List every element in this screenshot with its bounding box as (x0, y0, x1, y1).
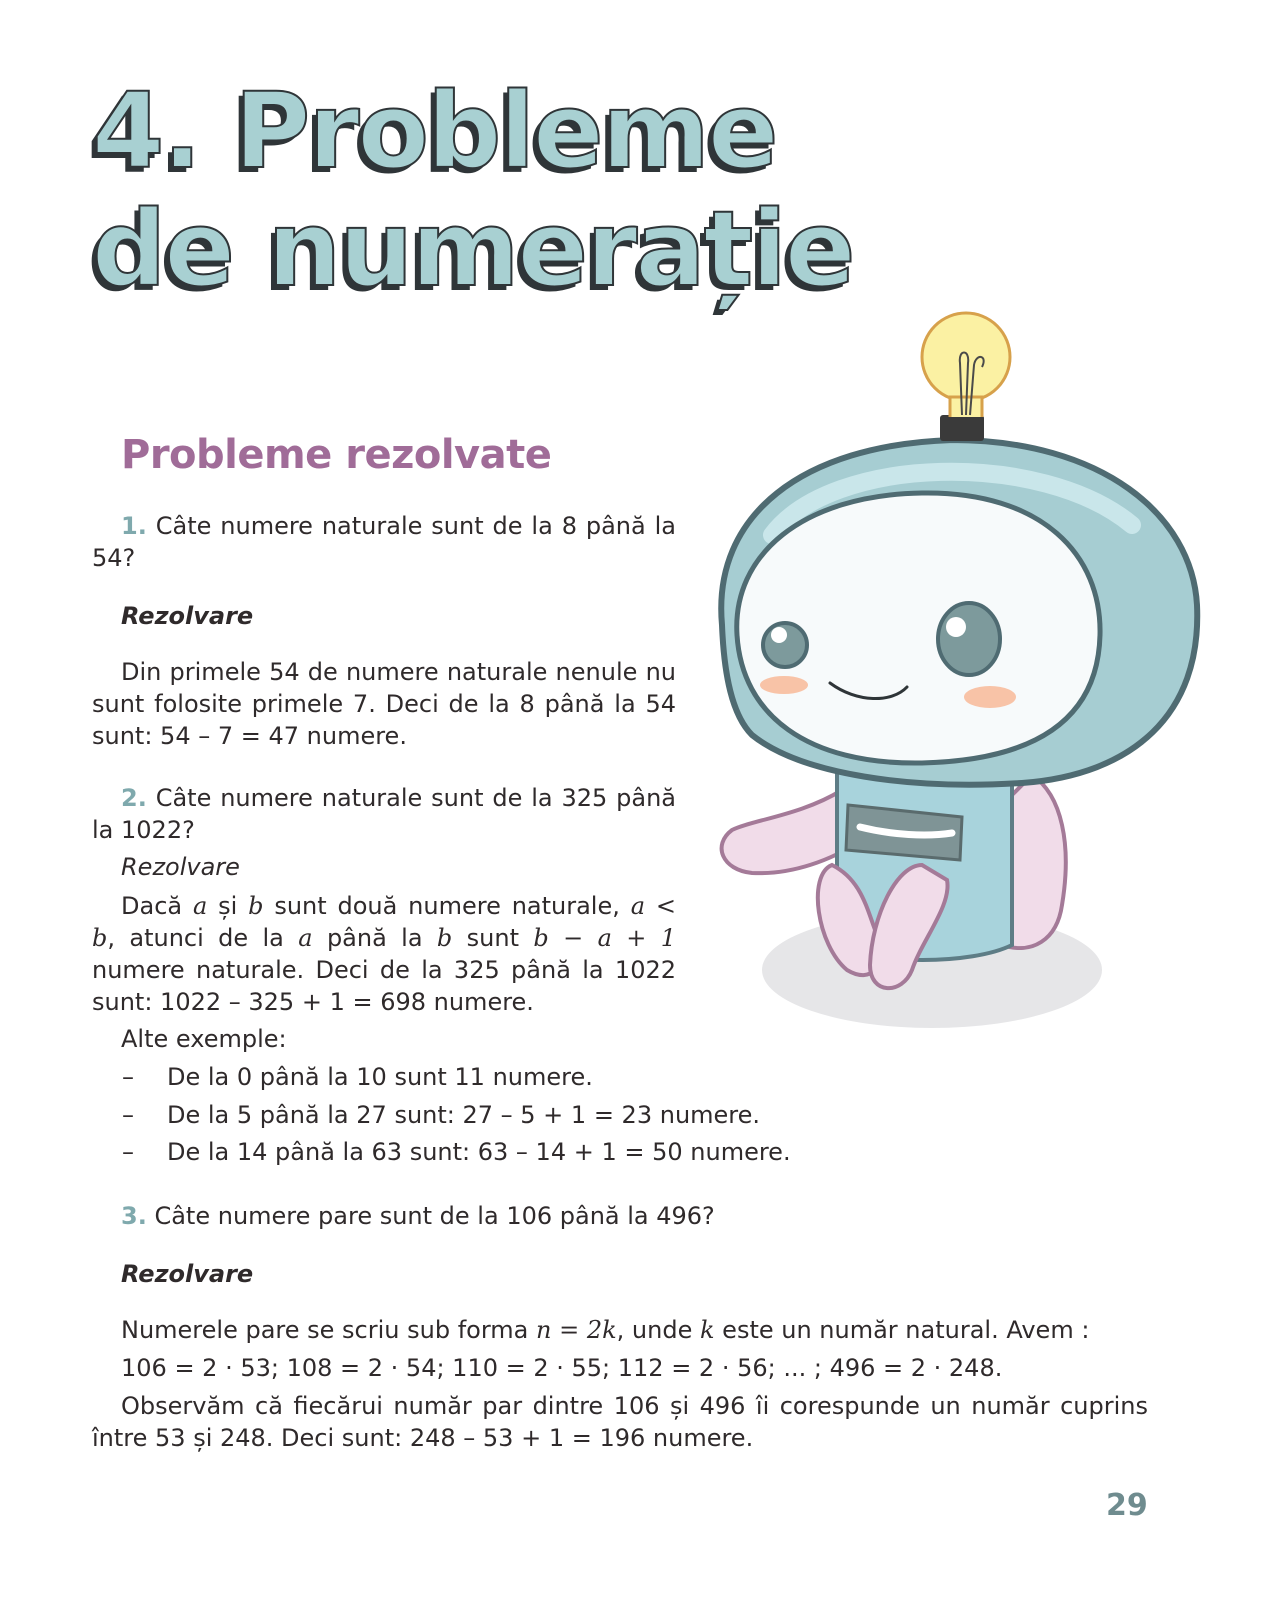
example-item: De la 0 până la 10 sunt 11 numere. (167, 1063, 593, 1091)
robot-mascot-illustration (712, 305, 1212, 1045)
bullet-dash: – (122, 1063, 134, 1091)
lightbulb-icon (922, 313, 1010, 401)
var-b: b (248, 892, 264, 920)
problem1-question: Câte numere naturale sunt de la 8 până la 54? (92, 512, 676, 572)
sol-text: Dacă (121, 892, 183, 920)
sol-text: , atunci de la (107, 924, 284, 952)
chapter-title-line2: de numerație (92, 188, 854, 310)
sol-text: numere naturale. Deci de la 325 până la 1022 sunt: 1022 – 325 + 1 = 698 numere. (92, 956, 676, 1016)
bullet-dash: – (122, 1138, 134, 1166)
var-k: k (699, 1316, 715, 1344)
chapter-title (92, 72, 854, 308)
var-a: a (298, 924, 313, 952)
example-item: De la 5 până la 27 sunt: 27 – 5 + 1 = 23 numere. (167, 1101, 761, 1129)
bulb-socket (940, 415, 984, 441)
problem1-solution: Din primele 54 de numere naturale nenule nu sunt folosite primele 7. Deci de la 8 până la 54 sunt: 54 – 7 = 47 numere. (92, 658, 676, 750)
sol-text: sunt (466, 924, 520, 952)
problem2-number: 2. (121, 784, 147, 812)
sol-text: , unde (616, 1316, 693, 1344)
problem3-question: Câte numere pare sunt de la 106 până la 496? (154, 1202, 715, 1230)
sol-text: și (218, 892, 238, 920)
page-number: 29 (1106, 1488, 1148, 1523)
problem3-question-block (121, 1200, 715, 1232)
example-item: De la 14 până la 63 sunt: 63 – 14 + 1 = 50 numere. (167, 1138, 791, 1166)
problem3-line3: Observăm că fiecărui număr par dintre 106 și 496 îi corespunde un număr cuprins între 53 și 248. Deci sunt: 248 – 53 + 1 = 196 numere. (92, 1392, 1148, 1452)
problem2-question: Câte numere naturale sunt de la 325 până la 1022? (92, 784, 676, 844)
bullet-dash: – (122, 1101, 134, 1129)
problem2-solution-label: Rezolvare (121, 853, 240, 881)
sol-text: până la (326, 924, 423, 952)
formula: b − a + 1 (533, 924, 676, 952)
inequality: a < b (92, 892, 676, 952)
problem3-line1 (121, 1314, 1089, 1346)
var-b: b (436, 924, 453, 952)
problem1-question-block (92, 510, 676, 574)
problem3-line2: 106 = 2 · 53; 108 = 2 · 54; 110 = 2 · 55; 112 = 2 · 56; ... ; 496 = 2 · 248. (121, 1354, 1003, 1382)
right-cheek (964, 686, 1016, 708)
problem3-number: 3. (121, 1202, 147, 1230)
sol-text: este un număr natural. Avem : (722, 1316, 1090, 1344)
var-a: a (192, 892, 208, 920)
formula: n = 2k (536, 1316, 617, 1344)
problem2-solution (92, 890, 676, 1018)
sol-text: Numerele pare se scriu sub forma (121, 1316, 529, 1344)
left-cheek (760, 676, 808, 694)
problem3-solution-label: Rezolvare (121, 1260, 254, 1288)
sol-text: sunt două numere naturale, (274, 892, 620, 920)
right-eye (938, 603, 1000, 675)
left-eye (763, 623, 807, 667)
problem1-number: 1. (121, 512, 147, 540)
chapter-title-line1: 4. Probleme (92, 70, 777, 192)
right-eye-glint (946, 617, 966, 637)
problem1-solution-label: Rezolvare (121, 602, 254, 630)
problem2-question-block (92, 782, 676, 846)
examples-label: Alte exemple: (121, 1025, 287, 1053)
section-heading: Probleme rezolvate (121, 432, 552, 478)
left-eye-glint (771, 627, 787, 643)
